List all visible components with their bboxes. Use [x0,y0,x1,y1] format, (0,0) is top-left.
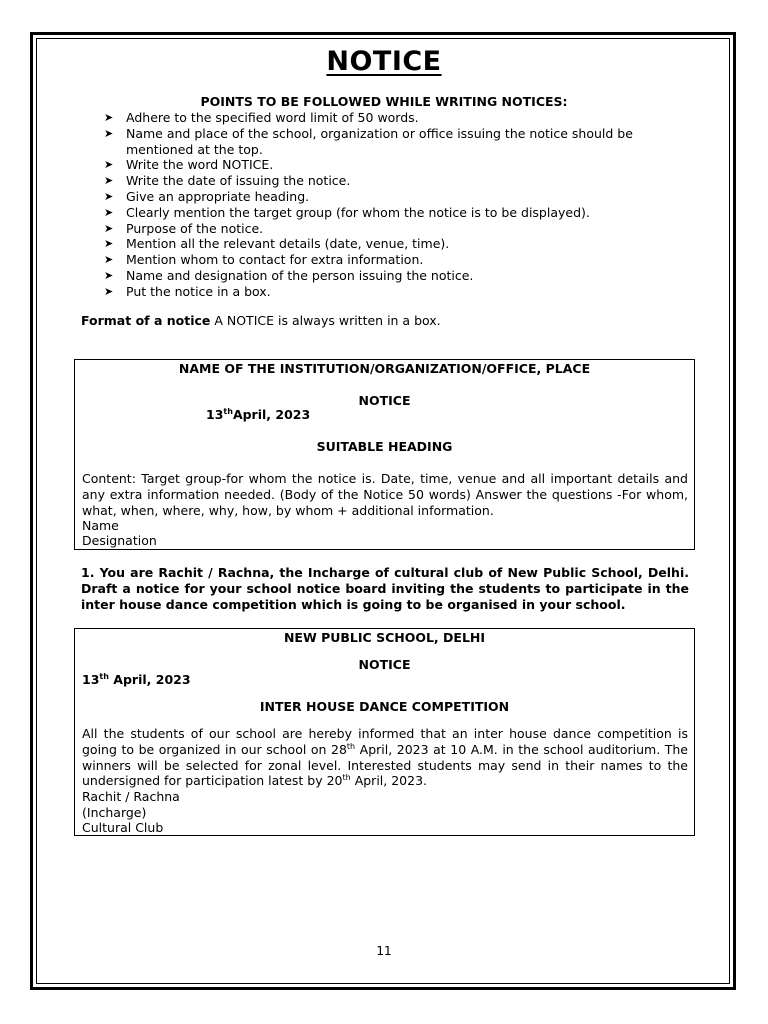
signer-club: Cultural Club [82,820,164,835]
notice-date: 13thApril, 2023 [206,406,311,422]
signer-role: (Incharge) [82,805,147,820]
arrowhead-bullet-icon: ➤ [104,189,114,203]
notice-body: All the students of our school are hereby informed that an inter house dance competition is going to be organized in our school on 28th April, 2023 at 10 A.M. in the school auditorium. The winners will be selected for zonal level. Interested students may send in their names to the undersigned for participation latest by 20th April, 2023. [82,726,688,789]
notice-word: NOTICE [358,657,411,672]
list-item: ➤ Name and designation of the person issuing the notice. [104,267,474,283]
notice-word: NOTICE [358,393,411,408]
question-text: 1. You are Rachit / Rachna, the Incharge of cultural club of New Public School, Delhi. Draft a notice for your school notice board inviting the students to participate in the inter house dance competition which is going to be organised in your school. [81,565,689,612]
signer-name: Name [82,518,119,533]
list-item: ➤ Put the notice in a box. [104,283,271,299]
notice-content: Content: Target group-for whom the notice is. Date, time, venue and all important details and any extra information needed. (Body of the Notice 50 words) Answer the questions -For whom, what, when, where, why, how, by whom + additional information. [82,471,688,518]
list-item: ➤ Write the date of issuing the notice. [104,173,351,189]
institution-name: NEW PUBLIC SCHOOL, DELHI [283,630,486,645]
page-title: NOTICE [326,46,442,77]
signer-name: Rachit / Rachna [82,789,180,804]
format-text: A NOTICE is always written in a box. [210,313,441,328]
arrowhead-bullet-icon: ➤ [104,284,114,298]
list-item: ➤ Adhere to the specified word limit of 50 words. [104,110,419,125]
list-item: ➤ Mention whom to contact for extra information. [104,252,424,268]
institution-name: NAME OF THE INSTITUTION/ORGANIZATION/OFFICE, PLACE [178,361,591,376]
notice-heading: SUITABLE HEADING [316,439,453,454]
notice-heading: INTER HOUSE DANCE COMPETITION [259,699,510,714]
points-heading: POINTS TO BE FOLLOWED WHILE WRITING NOTICES: [200,94,568,109]
notice-date: 13th April, 2023 [82,671,191,687]
list-item: ➤ Mention all the relevant details (date, venue, time). [104,236,450,252]
format-statement [81,313,441,328]
arrowhead-bullet-icon: ➤ [104,205,114,219]
list-item: ➤ Clearly mention the target group (for whom the notice is to be displayed). [104,204,590,220]
signer-designation: Designation [82,533,157,548]
arrowhead-bullet-icon: ➤ [104,158,114,172]
list-item: ➤ Write the word NOTICE. [104,157,274,173]
arrowhead-bullet-icon: ➤ [104,268,114,282]
sample-notice-box [74,628,695,836]
arrowhead-bullet-icon: ➤ [104,126,114,140]
list-item: ➤ Name and place of the school, organization or office issuing the notice should be mentioned at the top. [104,125,633,157]
list-item: ➤ Purpose of the notice. [104,220,264,236]
arrowhead-bullet-icon: ➤ [104,253,114,267]
list-item: ➤ Give an appropriate heading. [104,188,310,204]
format-label: Format of a notice [81,313,211,328]
arrowhead-bullet-icon: ➤ [104,174,114,188]
arrowhead-bullet-icon: ➤ [104,237,114,251]
points-list [104,110,664,300]
page-number: 11 [376,944,392,958]
arrowhead-bullet-icon: ➤ [104,111,114,124]
arrowhead-bullet-icon: ➤ [104,221,114,235]
format-notice-box [74,359,695,550]
